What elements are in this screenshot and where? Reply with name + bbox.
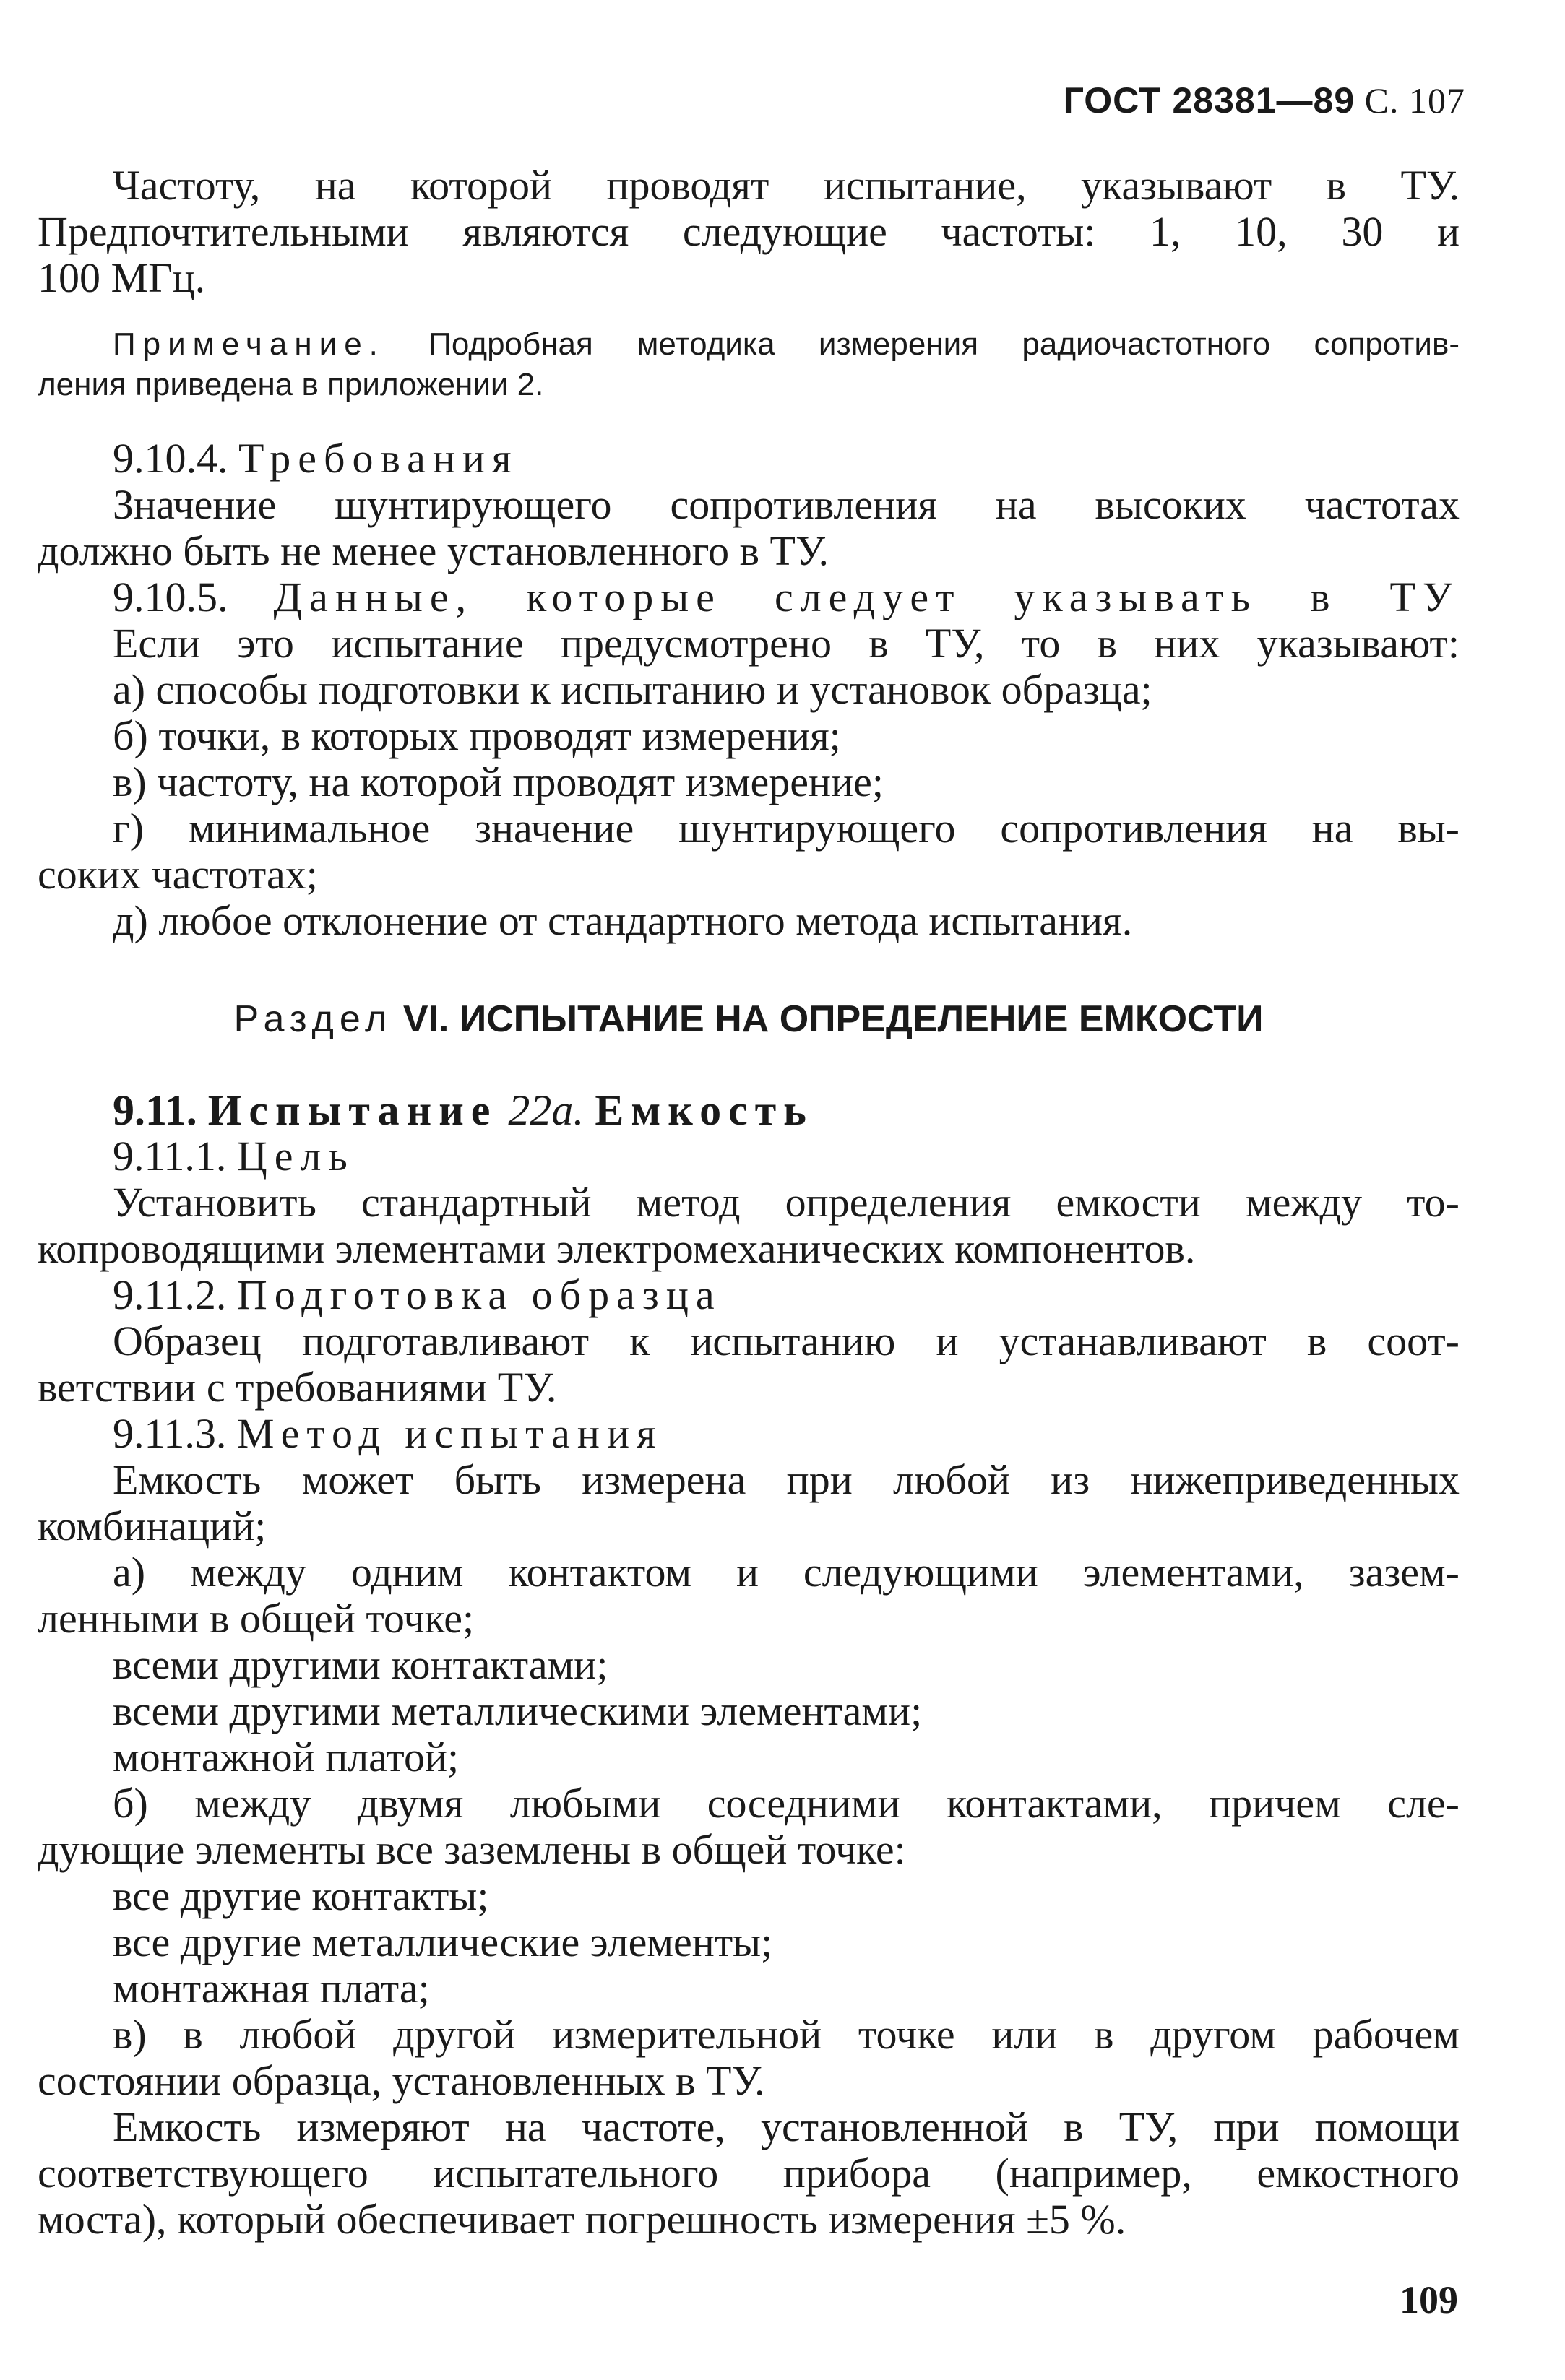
subsection-heading	[38, 1133, 1460, 1180]
subsection-number: 9.10.5.	[113, 574, 228, 620]
list-item: б) точки, в которых проводят измерения;	[113, 712, 841, 759]
text-line: соответствующего испытательного прибора (например, емкостного	[38, 2150, 1460, 2197]
text-line: Образец подготавливают к испытанию и устанавливают в соот-	[113, 1317, 1460, 1364]
note-block	[38, 324, 1460, 405]
sub-item: всеми другими металлическими элементами;	[113, 1687, 923, 1734]
standard-id: ГОСТ 28381—89	[1063, 80, 1355, 121]
test-word: Испытание	[207, 1086, 498, 1134]
text-line: 100 МГц.	[38, 254, 206, 301]
text-line: Емкость измеряют на частоте, установленной в ТУ, при помощи	[113, 2103, 1460, 2150]
subsection-title: Данные, которые следует указывать в ТУ	[273, 574, 1460, 620]
text-line: моста), который обеспечивает погрешность измерения ±5 %.	[38, 2196, 1126, 2243]
list-item: а) способы подготовки к испытанию и установок образца;	[113, 666, 1152, 713]
sub-item: монтажной платой;	[113, 1734, 460, 1780]
sub-item: все другие металлические элементы;	[113, 1918, 773, 1965]
note-text: ления приведена в приложении 2.	[38, 367, 544, 402]
note-text: Подробная методика измерения радиочастотного сопротив-	[428, 326, 1460, 362]
page-reference: С. 107	[1364, 80, 1465, 121]
subsection-heading	[38, 1272, 1460, 1318]
text-line: Частоту, на которой проводят испытание, указывают в ТУ.	[113, 162, 1460, 209]
subsection-heading	[38, 436, 1460, 482]
test-number: 9.11.	[113, 1086, 197, 1134]
text-line: Установить стандартный метод определения емкости между то-	[113, 1179, 1460, 1226]
page-body	[38, 163, 1460, 2243]
subsection-title: Метод испытания	[236, 1410, 663, 1457]
section-heading: VI. ИСПЫТАНИЕ НА ОПРЕДЕЛЕНИЕ ЕМКОСТИ	[402, 998, 1264, 1040]
section-label: Раздел	[233, 998, 393, 1040]
list-item: а) между одним контактом и следующими элементами, зазем-	[113, 1549, 1460, 1596]
text-line: Емкость может быть измерена при любой из нижеприведенных	[113, 1456, 1460, 1503]
subsection-number: 9.10.4.	[113, 435, 228, 482]
list-item-continued: состоянии образца, установленных в ТУ.	[38, 2057, 765, 2104]
text-line: Если это испытание предусмотрено в ТУ, то в них указывают:	[113, 620, 1460, 667]
sub-item: всеми другими контактами;	[113, 1641, 608, 1688]
subsection-title: Требования	[238, 435, 519, 482]
text-line: комбинаций;	[38, 1502, 267, 1549]
subsection-number: 9.11.1.	[113, 1133, 227, 1180]
subsection-number: 9.11.2.	[113, 1271, 227, 1318]
test-name: Емкость	[595, 1086, 814, 1134]
list-item-continued: соких частотах;	[38, 851, 318, 898]
text-line: Предпочтительными являются следующие частоты: 1, 10, 30 и	[38, 208, 1460, 255]
subsection-number: 9.11.3.	[113, 1410, 227, 1457]
subsection-heading	[38, 574, 1460, 620]
list-item: в) в любой другой измерительной точке или в другом рабочем	[113, 2011, 1460, 2058]
list-item: г) минимальное значение шунтирующего сопротивления на вы-	[113, 805, 1460, 852]
section-title	[38, 996, 1460, 1042]
page-header	[1064, 79, 1465, 121]
note-label: Примечание.	[113, 326, 385, 362]
subsection-title: Подготовка образца	[236, 1271, 722, 1318]
list-item: в) частоту, на которой проводят измерение;	[113, 758, 884, 805]
page-number: 109	[1400, 2278, 1458, 2321]
test-code: 22а.	[508, 1086, 585, 1134]
subsection-title: Цель	[236, 1133, 355, 1180]
test-heading	[38, 1087, 1460, 1133]
list-item: д) любое отклонение от стандартного метода испытания.	[113, 897, 1133, 944]
list-item-continued: дующие элементы все заземлены в общей точке:	[38, 1826, 906, 1873]
text-line: должно быть не менее установленного в ТУ.	[38, 527, 829, 574]
sub-item: все другие контакты;	[113, 1872, 489, 1919]
text-line: Значение шунтирующего сопротивления на высоких частотах	[113, 481, 1460, 528]
subsection-heading	[38, 1411, 1460, 1457]
sub-item: монтажная плата;	[113, 1965, 430, 2012]
list-item: б) между двумя любыми соседними контактами, причем сле-	[113, 1780, 1460, 1827]
list-item-continued: ленными в общей точке;	[38, 1595, 475, 1642]
text-line: копроводящими элементами электромеханических компонентов.	[38, 1225, 1196, 1272]
text-line: ветствии с требованиями ТУ.	[38, 1364, 557, 1411]
